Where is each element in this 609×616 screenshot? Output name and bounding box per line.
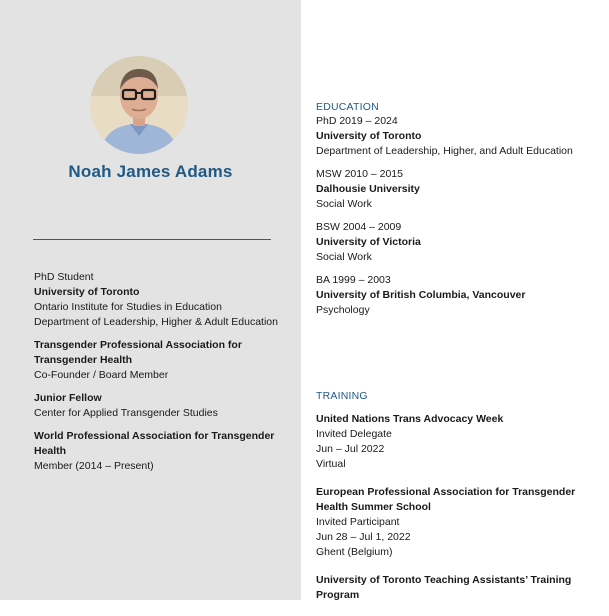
field-of-study: Department of Leadership, Higher, and Adult Education [316, 145, 573, 157]
main-column [301, 0, 609, 600]
institution-unit: Ontario Institute for Studies in Education [34, 301, 222, 313]
training-location: Ghent (Belgium) [316, 546, 393, 558]
training-name: United Nations Trans Advocacy Week [316, 413, 504, 425]
school-name: University of Toronto [316, 130, 422, 142]
profile-photo [90, 56, 188, 154]
organization-role: Center for Applied Transgender Studies [34, 407, 218, 419]
education-item [316, 167, 586, 212]
affiliation-entry [34, 391, 284, 421]
organization-role: Member (2014 – Present) [34, 460, 154, 472]
degree-dates: BSW 2004 – 2009 [316, 221, 402, 233]
education-item [316, 114, 586, 159]
organization-name: Transgender Professional Association for Transgender Health [34, 339, 242, 366]
training-role: Invited Participant [316, 516, 400, 528]
training-dates: Jun 28 – Jul 1, 2022 [316, 531, 411, 543]
training-item [316, 573, 586, 603]
affiliations-list [34, 270, 284, 482]
field-of-study: Social Work [316, 251, 372, 263]
school-name: University of British Columbia, Vancouver [316, 289, 526, 301]
education-heading: EDUCATION [316, 101, 379, 113]
degree-dates: MSW 2010 – 2015 [316, 168, 403, 180]
training-name: University of Toronto Teaching Assistants’ Training Program [316, 574, 572, 601]
position-title: PhD Student [34, 271, 94, 283]
affiliation-entry [34, 429, 284, 474]
training-dates: Jun – Jul 2022 [316, 443, 385, 455]
education-item [316, 273, 586, 318]
degree-dates: PhD 2019 – 2024 [316, 115, 398, 127]
school-name: Dalhousie University [316, 183, 420, 195]
degree-dates: BA 1999 – 2003 [316, 274, 391, 286]
organization-name: Junior Fellow [34, 392, 102, 404]
person-name: Noah James Adams [68, 162, 233, 181]
training-heading: TRAINING [316, 390, 368, 402]
person-photo-icon [90, 56, 188, 154]
sidebar [0, 0, 301, 600]
training-item [316, 412, 586, 472]
organization-role: Co-Founder / Board Member [34, 369, 169, 381]
training-role: Invited Delegate [316, 428, 392, 440]
department-name: Department of Leadership, Higher & Adult Education [34, 316, 278, 328]
education-list [316, 114, 586, 326]
training-item [316, 485, 586, 560]
training-list [316, 412, 586, 616]
school-name: University of Victoria [316, 236, 421, 248]
affiliation-entry [34, 338, 284, 383]
affiliation-entry [34, 270, 284, 330]
institution-name: University of Toronto [34, 286, 140, 298]
organization-name: World Professional Association for Transgender Health [34, 430, 275, 457]
sidebar-divider [33, 239, 271, 240]
training-name: European Professional Association for Transgender Health Summer School [316, 486, 576, 513]
field-of-study: Social Work [316, 198, 372, 210]
training-location: Virtual [316, 458, 346, 470]
field-of-study: Psychology [316, 304, 370, 316]
education-item [316, 220, 586, 265]
